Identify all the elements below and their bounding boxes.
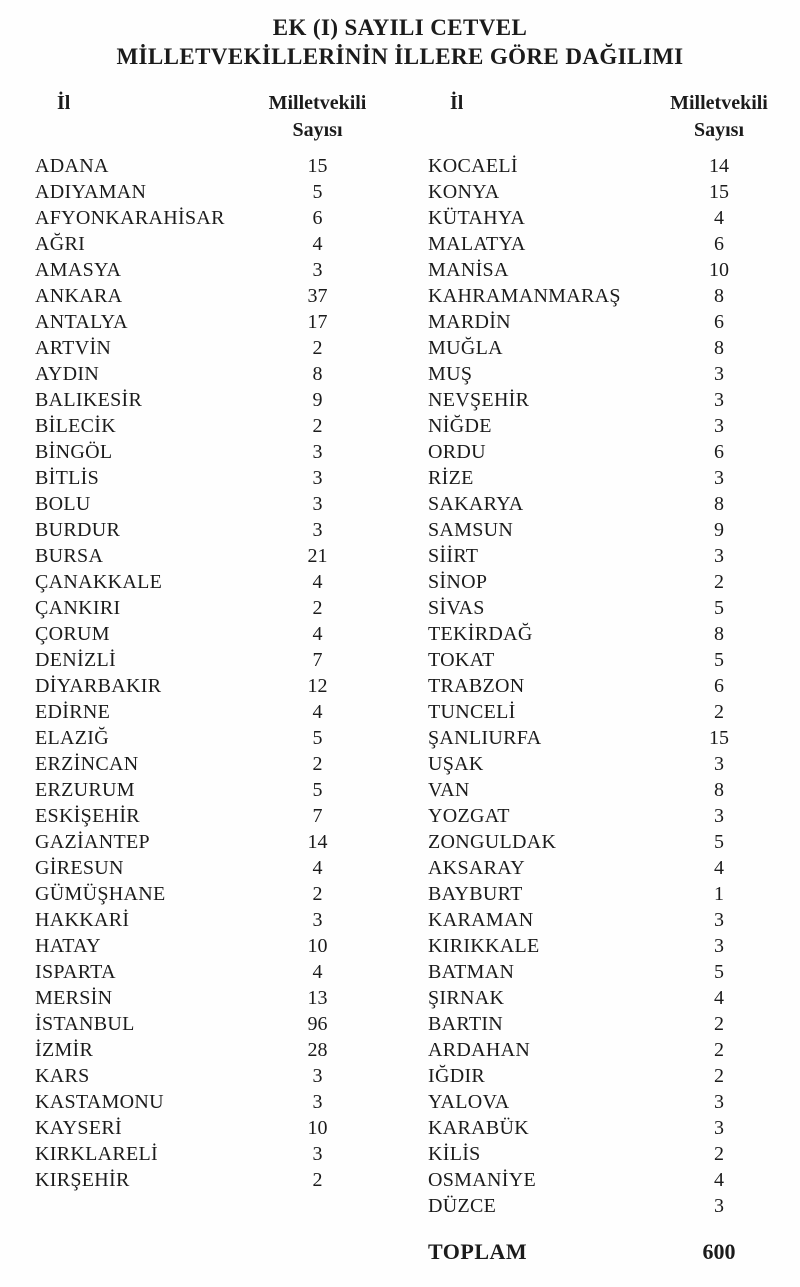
table-row — [428, 725, 780, 751]
deputy-count: 10 — [307, 1117, 328, 1139]
deputy-count: 10 — [307, 935, 328, 957]
province-name: SİİRT — [428, 545, 479, 567]
province-name: AĞRI — [35, 233, 86, 255]
province-name: KARAMAN — [428, 909, 534, 931]
deputy-count: 4 — [312, 623, 323, 645]
left-rows — [35, 153, 370, 1193]
deputy-count: 3 — [312, 519, 323, 541]
table-row — [428, 855, 780, 881]
table-row — [428, 1063, 780, 1089]
deputy-count: 5 — [714, 649, 724, 671]
province-name: UŞAK — [428, 753, 484, 775]
province-name: ELAZIĞ — [35, 727, 109, 749]
table-row — [428, 673, 780, 699]
right-header-count — [658, 90, 780, 144]
table-row — [428, 881, 780, 907]
deputy-count: 7 — [312, 805, 323, 827]
deputy-count: 6 — [714, 675, 724, 697]
table-row — [428, 517, 780, 543]
table-row — [35, 205, 370, 231]
province-name: SİNOP — [428, 571, 488, 593]
deputy-count: 4 — [312, 571, 323, 593]
province-name: ORDU — [428, 441, 486, 463]
province-name: ARTVİN — [35, 337, 112, 359]
table-row — [35, 543, 370, 569]
province-name: KOCAELİ — [428, 155, 518, 177]
deputy-count: 3 — [714, 467, 724, 489]
table-row — [428, 647, 780, 673]
province-name: ŞIRNAK — [428, 987, 505, 1009]
deputy-count: 3 — [312, 467, 323, 489]
deputy-count: 3 — [312, 493, 323, 515]
deputy-count: 3 — [312, 1065, 323, 1087]
deputy-count: 13 — [307, 987, 328, 1009]
table-row — [35, 517, 370, 543]
deputy-count: 4 — [312, 961, 323, 983]
table-row — [428, 491, 780, 517]
deputy-count: 3 — [714, 1091, 724, 1113]
table-row — [35, 751, 370, 777]
deputy-count: 5 — [312, 727, 323, 749]
province-name: KONYA — [428, 181, 500, 203]
deputy-count: 5 — [312, 779, 323, 801]
deputy-count: 8 — [714, 337, 724, 359]
table-row — [428, 439, 780, 465]
deputy-count: 3 — [312, 259, 323, 281]
table-row — [35, 933, 370, 959]
table-right-half — [428, 90, 780, 1219]
province-name: AMASYA — [35, 259, 122, 281]
table-row — [35, 179, 370, 205]
table-row — [35, 959, 370, 985]
province-name: SAMSUN — [428, 519, 514, 541]
deputy-count: 37 — [307, 285, 328, 307]
table-row — [428, 803, 780, 829]
table-row — [428, 387, 780, 413]
province-name: ADANA — [35, 155, 109, 177]
province-name: İZMİR — [35, 1039, 94, 1061]
table-row — [428, 569, 780, 595]
table-row — [35, 465, 370, 491]
deputy-count: 6 — [312, 207, 323, 229]
deputy-count: 15 — [709, 181, 729, 203]
table-row — [35, 1141, 370, 1167]
province-name: KARABÜK — [428, 1117, 529, 1139]
table-row — [35, 387, 370, 413]
province-name: MUĞLA — [428, 337, 503, 359]
province-name: HAKKARİ — [35, 909, 130, 931]
deputy-count: 8 — [714, 623, 724, 645]
deputy-count: 3 — [714, 389, 724, 411]
province-name: ŞANLIURFA — [428, 727, 542, 749]
table-row — [428, 153, 780, 179]
province-name: NEVŞEHİR — [428, 389, 530, 411]
table-row — [35, 413, 370, 439]
table-row — [35, 621, 370, 647]
table-row — [428, 361, 780, 387]
deputy-count: 3 — [714, 1195, 724, 1217]
province-name: BİTLİS — [35, 467, 100, 489]
table-row — [35, 335, 370, 361]
deputy-count: 4 — [312, 233, 323, 255]
table-row — [428, 1115, 780, 1141]
deputy-count: 3 — [312, 1091, 323, 1113]
province-name: MUŞ — [428, 363, 473, 385]
province-name: YALOVA — [428, 1091, 510, 1113]
table-row — [35, 361, 370, 387]
left-column-header — [35, 90, 370, 146]
province-name: TUNCELİ — [428, 701, 516, 723]
province-name: BURDUR — [35, 519, 121, 541]
deputy-count: 96 — [307, 1013, 328, 1035]
table-row — [428, 777, 780, 803]
table-row — [35, 673, 370, 699]
table-row — [35, 647, 370, 673]
province-name: ANTALYA — [35, 311, 128, 333]
province-name: TRABZON — [428, 675, 525, 697]
table-row — [35, 439, 370, 465]
table-row — [428, 205, 780, 231]
deputy-count: 2 — [312, 415, 323, 437]
province-name: AKSARAY — [428, 857, 525, 879]
table-row — [35, 1089, 370, 1115]
province-name: AFYONKARAHİSAR — [35, 207, 225, 229]
province-name: ANKARA — [35, 285, 123, 307]
deputy-count: 2 — [312, 753, 323, 775]
deputy-count: 14 — [709, 155, 729, 177]
deputy-count: 3 — [714, 415, 724, 437]
table-row — [428, 1037, 780, 1063]
table-row — [35, 699, 370, 725]
table-row — [428, 1193, 780, 1219]
province-name: IĞDIR — [428, 1065, 486, 1087]
deputy-count: 2 — [714, 1039, 724, 1061]
table-row — [35, 985, 370, 1011]
right-header-il: İl — [450, 92, 464, 114]
deputy-count: 3 — [714, 805, 724, 827]
deputy-count: 6 — [714, 441, 724, 463]
total-row — [428, 1238, 780, 1266]
province-name: ARDAHAN — [428, 1039, 531, 1061]
title-line-2: MİLLETVEKİLLERİNİN İLLERE GÖRE DAĞILIMI — [116, 44, 684, 69]
deputy-count: 8 — [714, 779, 724, 801]
table-row — [35, 491, 370, 517]
table-row — [428, 179, 780, 205]
deputy-count: 8 — [312, 363, 323, 385]
deputy-count: 3 — [714, 363, 724, 385]
deputy-count: 3 — [714, 909, 724, 931]
province-name: GAZİANTEP — [35, 831, 150, 853]
table-row — [428, 751, 780, 777]
deputy-count: 9 — [312, 389, 323, 411]
left-header-count-line1: Milletvekili — [268, 92, 367, 114]
province-name: RİZE — [428, 467, 474, 489]
deputy-count: 1 — [714, 883, 724, 905]
province-name: MALATYA — [428, 233, 526, 255]
document-title — [0, 13, 800, 71]
deputy-count: 4 — [714, 1169, 724, 1191]
deputy-count: 2 — [312, 883, 323, 905]
table-row — [428, 595, 780, 621]
deputy-count: 3 — [312, 441, 323, 463]
table-left-half — [35, 90, 370, 1193]
table-row — [35, 907, 370, 933]
table-row — [35, 803, 370, 829]
province-name: BARTIN — [428, 1013, 504, 1035]
deputy-count: 2 — [714, 1143, 724, 1165]
province-name: SİVAS — [428, 597, 485, 619]
province-name: DENİZLİ — [35, 649, 116, 671]
province-name: KIRŞEHİR — [35, 1169, 130, 1191]
table-row — [35, 153, 370, 179]
deputy-count: 2 — [312, 1169, 323, 1191]
province-name: NİĞDE — [428, 415, 492, 437]
table-row — [428, 907, 780, 933]
deputy-count: 5 — [714, 831, 724, 853]
province-name: AYDIN — [35, 363, 100, 385]
deputy-count: 5 — [714, 961, 724, 983]
province-name: GÜMÜŞHANE — [35, 883, 166, 905]
table-row — [428, 621, 780, 647]
table-row — [428, 283, 780, 309]
table-row — [428, 543, 780, 569]
province-name: GİRESUN — [35, 857, 124, 879]
province-name: MANİSA — [428, 259, 509, 281]
province-name: TEKİRDAĞ — [428, 623, 533, 645]
deputy-count: 4 — [714, 207, 724, 229]
deputy-count: 5 — [714, 597, 724, 619]
province-name: KAHRAMANMARAŞ — [428, 285, 621, 307]
province-name: ISPARTA — [35, 961, 116, 983]
deputy-count: 4 — [312, 857, 323, 879]
deputy-count: 7 — [312, 649, 323, 671]
province-name: KİLİS — [428, 1143, 481, 1165]
deputy-count: 2 — [714, 571, 724, 593]
deputy-count: 28 — [307, 1039, 328, 1061]
table-row — [428, 257, 780, 283]
table-row — [428, 699, 780, 725]
province-name: BATMAN — [428, 961, 515, 983]
province-name: HATAY — [35, 935, 101, 957]
table-row — [35, 595, 370, 621]
province-name: VAN — [428, 779, 470, 801]
table-row — [428, 1089, 780, 1115]
province-name: SAKARYA — [428, 493, 524, 515]
deputy-count: 4 — [714, 857, 724, 879]
province-name: ZONGULDAK — [428, 831, 557, 853]
table-row — [35, 1167, 370, 1193]
deputy-count: 2 — [714, 1065, 724, 1087]
deputy-count: 2 — [714, 701, 724, 723]
table-row — [428, 1141, 780, 1167]
table-row — [35, 231, 370, 257]
province-name: BOLU — [35, 493, 91, 515]
total-value: 600 — [702, 1239, 736, 1264]
province-name: BİNGÖL — [35, 441, 113, 463]
right-header-count-line2: Sayısı — [693, 119, 745, 141]
table-row — [35, 1037, 370, 1063]
deputy-count: 17 — [307, 311, 328, 333]
table-row — [428, 1167, 780, 1193]
deputy-count: 8 — [714, 493, 724, 515]
table-row — [35, 283, 370, 309]
deputy-count: 15 — [709, 727, 729, 749]
table-row — [35, 569, 370, 595]
deputy-count: 3 — [714, 545, 724, 567]
table-row — [35, 257, 370, 283]
deputy-count: 2 — [714, 1013, 724, 1035]
table-row — [428, 1011, 780, 1037]
table-row — [35, 855, 370, 881]
title-line-1: EK (I) SAYILI CETVEL — [272, 15, 528, 40]
province-name: DÜZCE — [428, 1195, 497, 1217]
province-name: ADIYAMAN — [35, 181, 147, 203]
deputy-count: 10 — [709, 259, 729, 281]
left-header-il: İl — [57, 92, 71, 114]
province-name: İSTANBUL — [35, 1013, 135, 1035]
province-name: YOZGAT — [428, 805, 510, 827]
table-row — [35, 829, 370, 855]
deputy-count: 6 — [714, 233, 724, 255]
deputy-count: 9 — [714, 519, 724, 541]
deputy-count: 3 — [714, 1117, 724, 1139]
table-row — [428, 959, 780, 985]
deputy-count: 5 — [312, 181, 323, 203]
province-name: MERSİN — [35, 987, 113, 1009]
left-header-count — [265, 90, 370, 144]
province-name: TOKAT — [428, 649, 495, 671]
table-row — [428, 465, 780, 491]
deputy-count: 3 — [714, 935, 724, 957]
province-name: BURSA — [35, 545, 104, 567]
deputy-count: 14 — [307, 831, 328, 853]
deputy-count: 3 — [312, 909, 323, 931]
right-rows — [428, 153, 780, 1219]
table-row — [428, 933, 780, 959]
province-name: ESKİŞEHİR — [35, 805, 140, 827]
table-row — [428, 231, 780, 257]
province-name: KIRKLARELİ — [35, 1143, 158, 1165]
table-row — [35, 1115, 370, 1141]
province-name: ÇANAKKALE — [35, 571, 163, 593]
province-name: ÇORUM — [35, 623, 110, 645]
province-name: BALIKESİR — [35, 389, 143, 411]
table-row — [35, 881, 370, 907]
province-name: ÇANKIRI — [35, 597, 121, 619]
deputy-count: 2 — [312, 337, 323, 359]
left-header-count-line2: Sayısı — [292, 119, 343, 141]
province-name: BAYBURT — [428, 883, 523, 905]
table-row — [35, 777, 370, 803]
province-name: ERZURUM — [35, 779, 135, 801]
table-row — [35, 1063, 370, 1089]
deputy-count: 4 — [312, 701, 323, 723]
deputy-count: 8 — [714, 285, 724, 307]
deputy-count: 12 — [307, 675, 328, 697]
province-name: KAYSERİ — [35, 1117, 122, 1139]
deputy-count: 2 — [312, 597, 323, 619]
province-name: DİYARBAKIR — [35, 675, 162, 697]
province-name: ERZİNCAN — [35, 753, 139, 775]
deputy-count: 3 — [312, 1143, 323, 1165]
table-row — [428, 413, 780, 439]
table-row — [428, 985, 780, 1011]
province-name: OSMANİYE — [428, 1169, 536, 1191]
province-name: KÜTAHYA — [428, 207, 526, 229]
deputy-count: 15 — [307, 155, 328, 177]
province-name: KASTAMONU — [35, 1091, 164, 1113]
deputy-count: 6 — [714, 311, 724, 333]
deputy-count: 3 — [714, 753, 724, 775]
province-name: KIRIKKALE — [428, 935, 540, 957]
table-row — [428, 335, 780, 361]
table-row — [35, 309, 370, 335]
province-name: MARDİN — [428, 311, 511, 333]
table-row — [35, 725, 370, 751]
table-row — [428, 309, 780, 335]
table-row — [35, 1011, 370, 1037]
province-name: EDİRNE — [35, 701, 111, 723]
table-row — [428, 829, 780, 855]
deputy-count: 4 — [714, 987, 724, 1009]
province-name: BİLECİK — [35, 415, 116, 437]
right-column-header — [428, 90, 780, 146]
province-name: KARS — [35, 1065, 90, 1087]
right-header-count-line1: Milletvekili — [670, 92, 768, 114]
deputy-count: 21 — [307, 545, 328, 567]
total-label: TOPLAM — [428, 1239, 528, 1264]
